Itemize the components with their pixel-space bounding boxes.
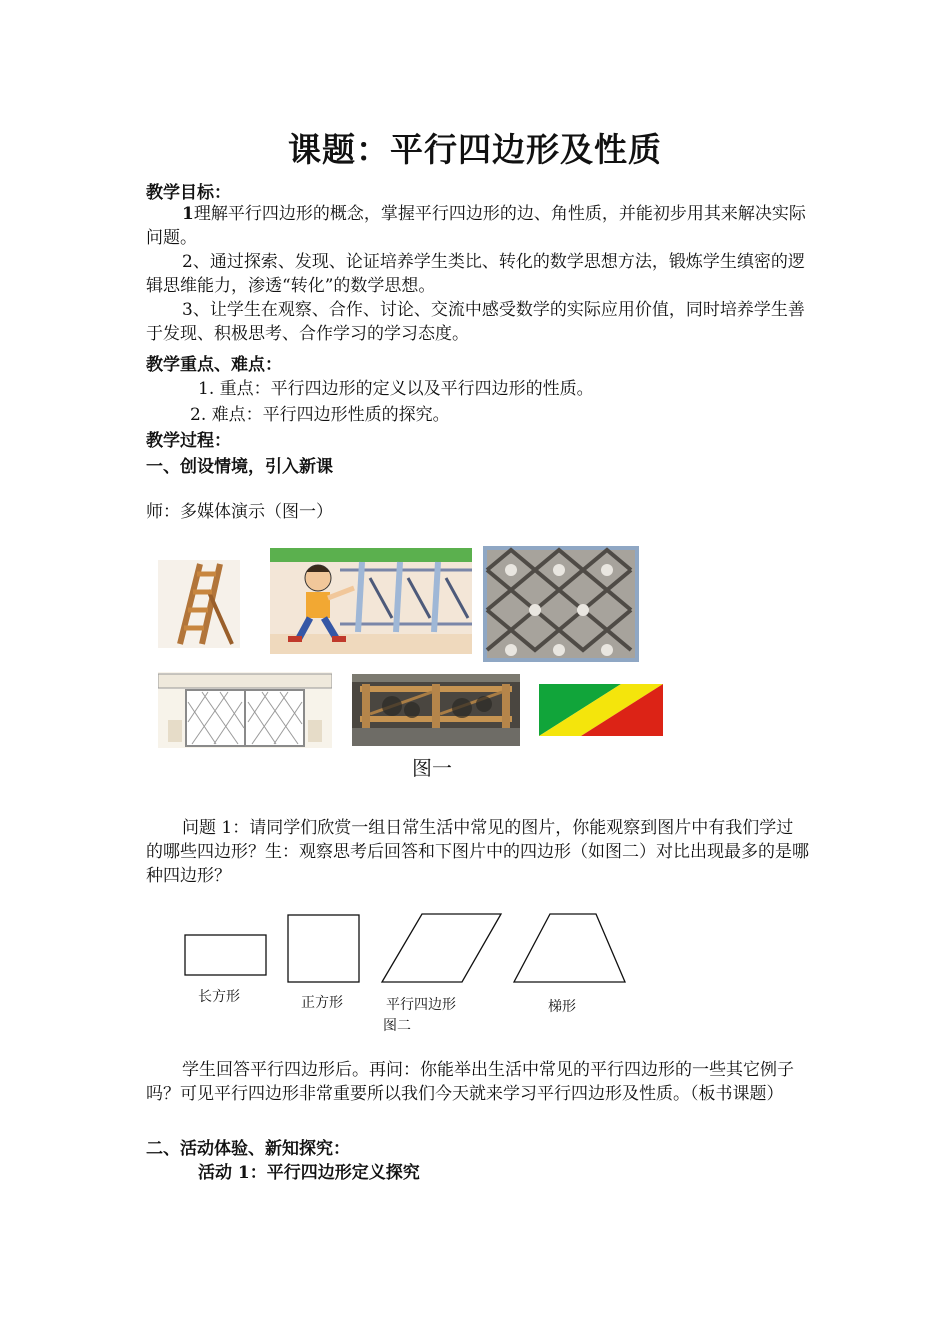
figure-1-caption: 图一: [412, 756, 452, 780]
ladder-image: [158, 560, 240, 648]
key-point-1: 1. 重点：平行四边形的定义以及平行四边形的性质。: [198, 379, 594, 399]
label-parallelogram: 平行四边形: [386, 997, 456, 1013]
wooden-fence-image: [352, 674, 520, 746]
label-rectangle: 长方形: [198, 989, 240, 1005]
page-title: 课题：平行四边形及性质: [288, 130, 662, 169]
congo-flag-image: [539, 684, 663, 736]
objective-1-number: 1: [182, 204, 194, 224]
lattice-pattern-image: [483, 546, 639, 662]
process-heading: 教学过程：: [146, 431, 231, 451]
key-point-2: 2. 难点：平行四边形性质的探究。: [190, 405, 450, 425]
label-trapezoid: 梯形: [548, 999, 576, 1015]
objectives-heading: 教学目标：: [146, 183, 231, 203]
figure-2-caption: 图二: [383, 1018, 411, 1034]
quadrilaterals-diagram: [170, 906, 640, 996]
question-1: 问题 1：请同学们欣赏一组日常生活中常见的图片，你能观察到图片中有我们学过的哪些四边形？生：观察思考后回答和下图片中的四边形（如图二）对比出现最多的是哪种四边形？: [146, 818, 809, 886]
followup-paragraph: 学生回答平行四边形后。再问：你能举出生活中常见的平行四边形的一些其它例子吗？可见平行四边形非常重要所以我们今天就来学习平行四边形及性质。（板书课题）: [146, 1060, 794, 1104]
rectangle-shape: [185, 935, 266, 975]
square-shape: [288, 915, 359, 982]
objective-1-text: 理解平行四边形的概念，掌握平行四边形的边、角性质，并能初步用其来解决实际问题。: [146, 204, 806, 248]
objective-2: 2、通过探索、发现、论证培养学生类比、转化的数学思想方法，锻炼学生缜密的逻辑思维能力，渗透“转化”的数学思想。: [146, 252, 805, 296]
boy-fence-image: [270, 548, 472, 654]
trapezoid-shape: [514, 914, 625, 982]
objective-3: 3、让学生在观察、合作、讨论、交流中感受数学的实际应用价值，同时培养学生善于发现、积极思考、合作学习的学习态度。: [146, 300, 805, 344]
keypoints-heading: 教学重点、难点：: [146, 355, 282, 375]
window-grille-image: [158, 672, 332, 748]
section-1-heading: 一、创设情境，引入新课: [146, 457, 333, 477]
teacher-line: 师：多媒体演示（图一）: [146, 502, 333, 522]
label-square: 正方形: [301, 995, 343, 1011]
objective-1: [146, 202, 810, 250]
parallelogram-shape: [382, 914, 501, 982]
activity-1-heading: 活动 1：平行四边形定义探究: [198, 1163, 420, 1183]
section-2-heading: 二、活动体验、新知探究：: [146, 1139, 350, 1159]
